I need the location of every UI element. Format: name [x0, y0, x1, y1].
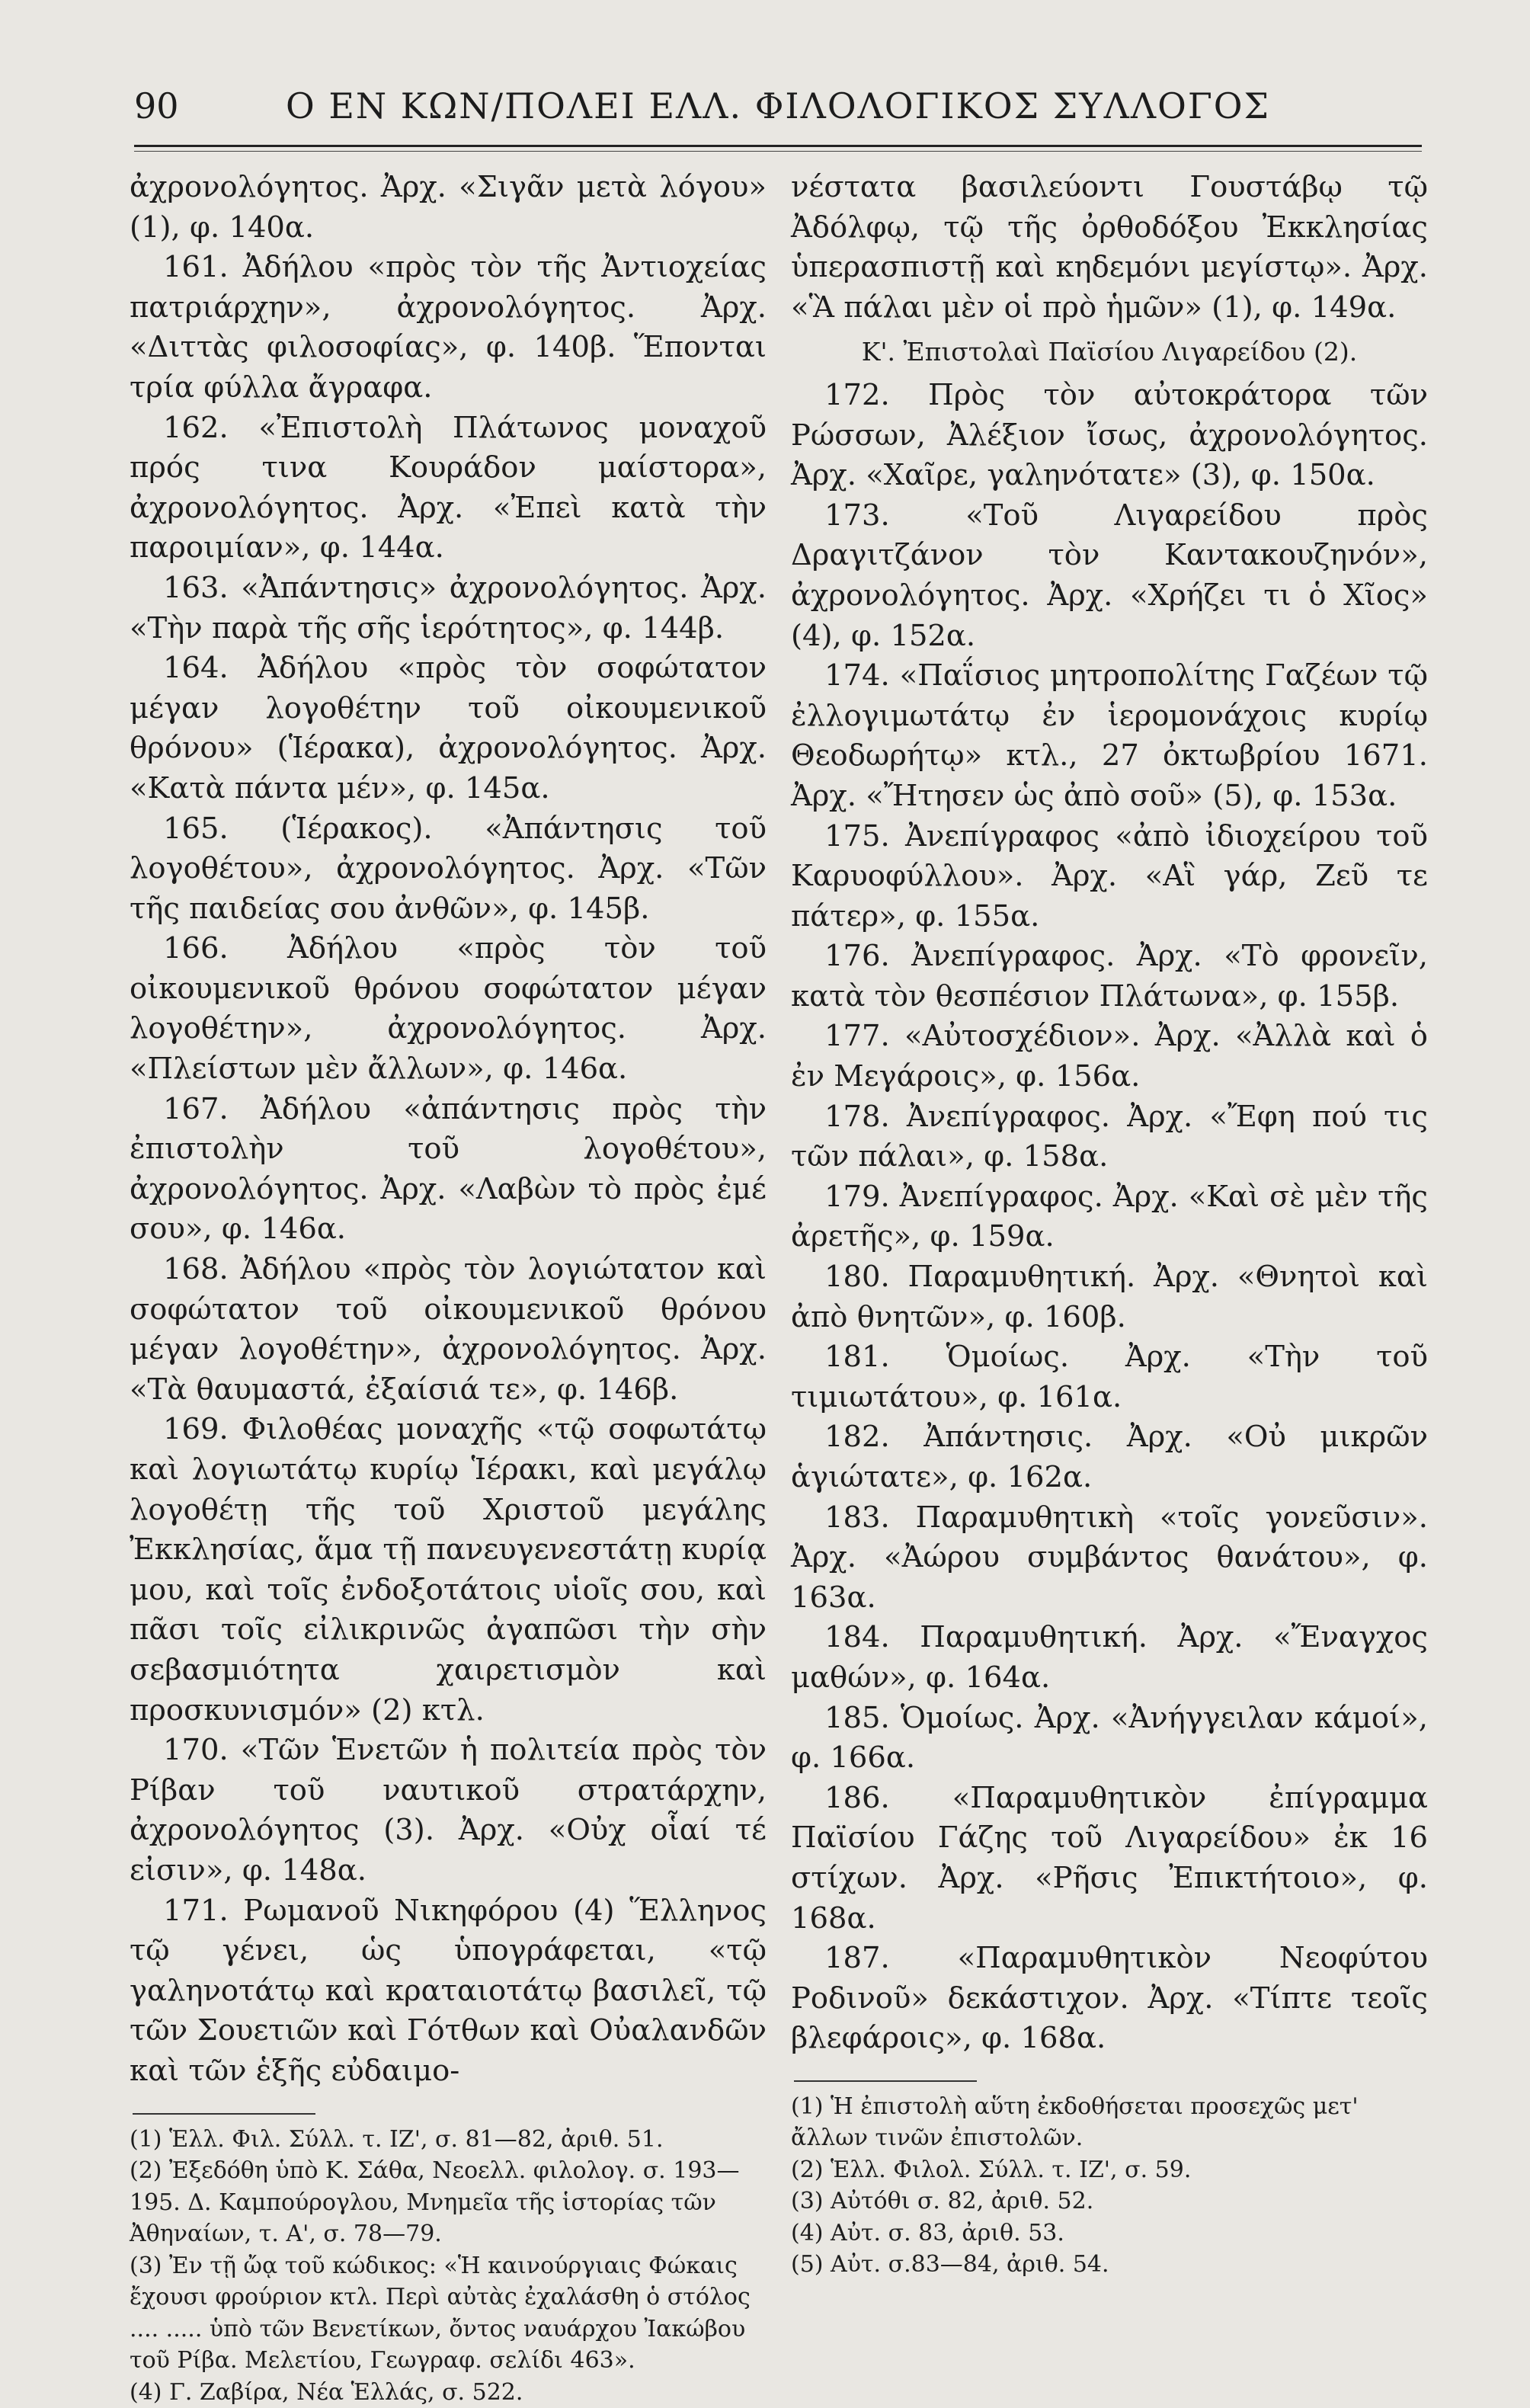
entry-179: 179. Ἀνεπίγραφος. Ἀρχ. «Καὶ σὲ μὲν τῆς ἀρετῆς», φ. 159α. [791, 1177, 1428, 1257]
footnote-4: (4) Αὐτ. σ. 83, ἀριθ. 53. [791, 2217, 1428, 2249]
entry-181: 181. Ὁμοίως. Ἀρχ. «Τὴν τοῦ τιμιωτάτου», φ. 161α. [791, 1337, 1428, 1417]
paragraph-continuation: νέστατα βασιλεύοντι Γουστάβῳ τῷ Ἀδόλφῳ, τῷ τῆς ὀρθοδόξου Ἐκκλησίας ὑπερασπιστῇ καὶ κηδεμόνι μεγίστῳ». Ἀρχ. «Ἃ πάλαι μὲν οἱ πρὸ ἡμῶν» (1), φ. 149α. [791, 168, 1428, 328]
footnote-rule [133, 2113, 315, 2115]
footnote-2: (2) Ἑλλ. Φιλολ. Σύλλ. τ. ΙΖ', σ. 59. [791, 2154, 1428, 2186]
entry-166: 166. Ἀδήλου «πρὸς τὸν τοῦ οἰκουμενικοῦ θρόνου σοφώτατον μέγαν λογοθέτην», ἀχρονολόγητος. Ἀρχ. «Πλείστων μὲν ἄλλων», φ. 146α. [130, 929, 767, 1089]
page-number: 90 [134, 85, 179, 126]
entry-161: 161. Ἀδήλου «πρὸς τὸν τῆς Ἀντιοχείας πατριάρχην», ἀχρονολόγητος. Ἀρχ. «Διττὰς φιλοσοφίας», φ. 140β. Ἕπονται τρία φύλλα ἄγραφα. [130, 248, 767, 408]
header-rule-thin [134, 151, 1422, 152]
entry-170: 170. «Τῶν Ἑνετῶν ἡ πολιτεία πρὸς τὸν Ρίβαν τοῦ ναυτικοῦ στρατάρχην, ἀχρονολόγητος (3). Ἀρχ. «Οὐχ οἷαί τέ εἰσιν», φ. 148α. [130, 1731, 767, 1891]
entry-176: 176. Ἀνεπίγραφος. Ἀρχ. «Τὸ φρονεῖν, κατὰ τὸν θεσπέσιον Πλάτωνα», φ. 155β. [791, 937, 1428, 1017]
entry-175: 175. Ἀνεπίγραφος «ἀπὸ ἰδιοχείρου τοῦ Καρυοφύλλου». Ἀρχ. «Αἳ γάρ, Ζεῦ τε πάτερ», φ. 155α. [791, 817, 1428, 937]
footnote-2: (2) Ἐξεδόθη ὑπὸ Κ. Σάθα, Νεοελλ. φιλολογ. σ. 193—195. Δ. Καμπούρογλου, Μνημεῖα τῆς ἱστορίας τῶν Ἀθηναίων, τ. Α', σ. 78—79. [130, 2155, 767, 2250]
entry-186: 186. «Παραμυθητικὸν ἐπίγραμμα Παϊσίου Γάζης τοῦ Λιγαρείδου» ἐκ 16 στίχων. Ἀρχ. «Ρῆσις Ἐπικτήτοιο», φ. 168α. [791, 1779, 1428, 1939]
entry-177: 177. «Αὐτοσχέδιον». Ἀρχ. «Ἀλλὰ καὶ ὁ ἐν Μεγάροις», φ. 156α. [791, 1017, 1428, 1097]
footnote-3: (3) Αὐτόθι σ. 82, ἀριθ. 52. [791, 2185, 1428, 2217]
entry-183: 183. Παραμυθητικὴ «τοῖς γονεῦσιν». Ἀρχ. «Ἀώρου συμβάντος θανάτου», φ. 163α. [791, 1498, 1428, 1619]
entry-172: 172. Πρὸς τὸν αὐτοκράτορα τῶν Ρώσσων, Ἀλέξιον ἴσως, ἀχρονολόγητος. Ἀρχ. «Χαῖρε, γαληνότατε» (3), φ. 150α. [791, 376, 1428, 496]
footnote-4: (4) Γ. Ζαβίρα, Νέα Ἑλλάς, σ. 522. [130, 2377, 767, 2408]
left-column [130, 168, 767, 2408]
entry-163: 163. «Ἀπάντησις» ἀχρονολόγητος. Ἀρχ. «Τὴν παρὰ τῆς σῆς ἱερότητος», φ. 144β. [130, 568, 767, 648]
entry-171: 171. Ρωμανοῦ Νικηφόρου (4) Ἕλληνος τῷ γένει, ὡς ὑπογράφεται, «τῷ γαληνοτάτῳ καὶ κραταιοτάτῳ βασιλεῖ, τῷ τῶν Σουετιῶν καὶ Γότθων καὶ Οὐαλανδῶν καὶ τῶν ἑξῆς εὐδαιμο- [130, 1891, 767, 2092]
entry-165: 165. (Ἱέρακος). «Ἀπάντησις τοῦ λογοθέτου», ἀχρονολόγητος. Ἀρχ. «Τῶν τῆς παιδείας σου ἀνθῶν», φ. 145β. [130, 809, 767, 930]
entry-167: 167. Ἀδήλου «ἀπάντησις πρὸς τὴν ἐπιστολὴν τοῦ λογοθέτου», ἀχρονολόγητος. Ἀρχ. «Λαβὼν τὸ πρὸς ἐμέ σου», φ. 146α. [130, 1090, 767, 1250]
header-rule [134, 145, 1422, 147]
footnote-rule [794, 2080, 977, 2082]
right-column [791, 168, 1428, 2281]
entry-187: 187. «Παραμυθητικὸν Νεοφύτου Ροδινοῦ» δεκάστιχον. Ἀρχ. «Τίπτε τεοῖς βλεφάροις», φ. 168α. [791, 1939, 1428, 2059]
section-heading: Κ'. Ἐπιστολαὶ Παϊσίου Λιγαρείδου (2). [791, 332, 1428, 373]
page-header [134, 85, 1422, 131]
entry-162: 162. «Ἐπιστολὴ Πλάτωνος μοναχοῦ πρός τινα Κουράδον μαίστορα», ἀχρονολόγητος. Ἀρχ. «Ἐπεὶ κατὰ τὴν παροιμίαν», φ. 144α. [130, 408, 767, 568]
entry-178: 178. Ἀνεπίγραφος. Ἀρχ. «Ἔφη πού τις τῶν πάλαι», φ. 158α. [791, 1097, 1428, 1177]
footnote-1: (1) Ἑλλ. Φιλ. Σύλλ. τ. ΙΖ', σ. 81—82, ἀριθ. 51. [130, 2124, 767, 2156]
entry-184: 184. Παραμυθητική. Ἀρχ. «Ἔναγχος μαθών», φ. 164α. [791, 1618, 1428, 1698]
running-title: Ο ΕΝ ΚΩΝ/ΠΟΛΕΙ ΕΛΛ. ΦΙΛΟΛΟΓΙΚΟΣ ΣΥΛΛΟΓΟΣ [134, 85, 1422, 126]
entry-174: 174. «Παΐσιος μητροπολίτης Γαζέων τῷ ἐλλογιμωτάτῳ ἐν ἱερομονάχοις κυρίῳ Θεοδωρήτῳ» κτλ., 27 ὀκτωβρίου 1671. Ἀρχ. «Ἤτησεν ὡς ἀπὸ σοῦ» (5), φ. 153α. [791, 656, 1428, 816]
entry-182: 182. Ἀπάντησις. Ἀρχ. «Οὐ μικρῶν ἁγιώτατε», φ. 162α. [791, 1417, 1428, 1497]
footnote-3: (3) Ἐν τῇ ὤᾳ τοῦ κώδικος: «Ἡ καινούργιαις Φώκαις ἔχουσι φρούριον κτλ. Περὶ αὐτὰς ἐχαλάσθη ὁ στόλος .... ..... ὑπὸ τῶν Βενετίκων, ὄντος ναυάρχου Ἰακώβου τοῦ Ρίβα. Μελετίου, Γεωγραφ. σελίδι 463». [130, 2250, 767, 2377]
paragraph-continuation: ἀχρονολόγητος. Ἀρχ. «Σιγᾶν μετὰ λόγου» (1), φ. 140α. [130, 168, 767, 248]
entry-185: 185. Ὁμοίως. Ἀρχ. «Ἀνήγγειλαν κάμοί», φ. 166α. [791, 1699, 1428, 1779]
entry-169: 169. Φιλοθέας μοναχῆς «τῷ σοφωτάτῳ καὶ λογιωτάτῳ κυρίῳ Ἱέρακι, καὶ μεγάλῳ λογοθέτῃ τῆς τοῦ Χριστοῦ μεγάλης Ἐκκλησίας, ἅμα τῇ πανευγενεστάτῃ κυρίᾳ μου, καὶ τοῖς ἐνδοξοτάτοις υἱοῖς σου, καὶ πᾶσι τοῖς εἰλικρινῶς ἀγαπῶσι τὴν σὴν σεβασμιότητα χαιρετισμὸν καὶ προσκυνισμόν» (2) κτλ. [130, 1410, 767, 1731]
footnote-5: (5) Αὐτ. σ.83—84, ἀριθ. 54. [791, 2249, 1428, 2281]
entry-168: 168. Ἀδήλου «πρὸς τὸν λογιώτατον καὶ σοφώτατον τοῦ οἰκουμενικοῦ θρόνου μέγαν λογοθέτην», ἀχρονολόγητος. Ἀρχ. «Τὰ θαυμαστά, ἐξαίσιά τε», φ. 146β. [130, 1250, 767, 1410]
entry-180: 180. Παραμυθητική. Ἀρχ. «Θνητοὶ καὶ ἀπὸ θνητῶν», φ. 160β. [791, 1257, 1428, 1337]
entry-164: 164. Ἀδήλου «πρὸς τὸν σοφώτατον μέγαν λογοθέτην τοῦ οἰκουμενικοῦ θρόνου» (Ἱέρακα), ἀχρονολόγητος. Ἀρχ. «Κατὰ πάντα μέν», φ. 145α. [130, 648, 767, 809]
entry-173: 173. «Τοῦ Λιγαρείδου πρὸς Δραγιτζάνον τὸν Καντακουζηνόν», ἀχρονολόγητος. Ἀρχ. «Χρήζει τι ὁ Χῖος» (4), φ. 152α. [791, 496, 1428, 656]
footnote-1: (1) Ἡ ἐπιστολὴ αὕτη ἐκδοθήσεται προσεχῶς μετ' ἄλλων τινῶν ἐπιστολῶν. [791, 2091, 1428, 2154]
